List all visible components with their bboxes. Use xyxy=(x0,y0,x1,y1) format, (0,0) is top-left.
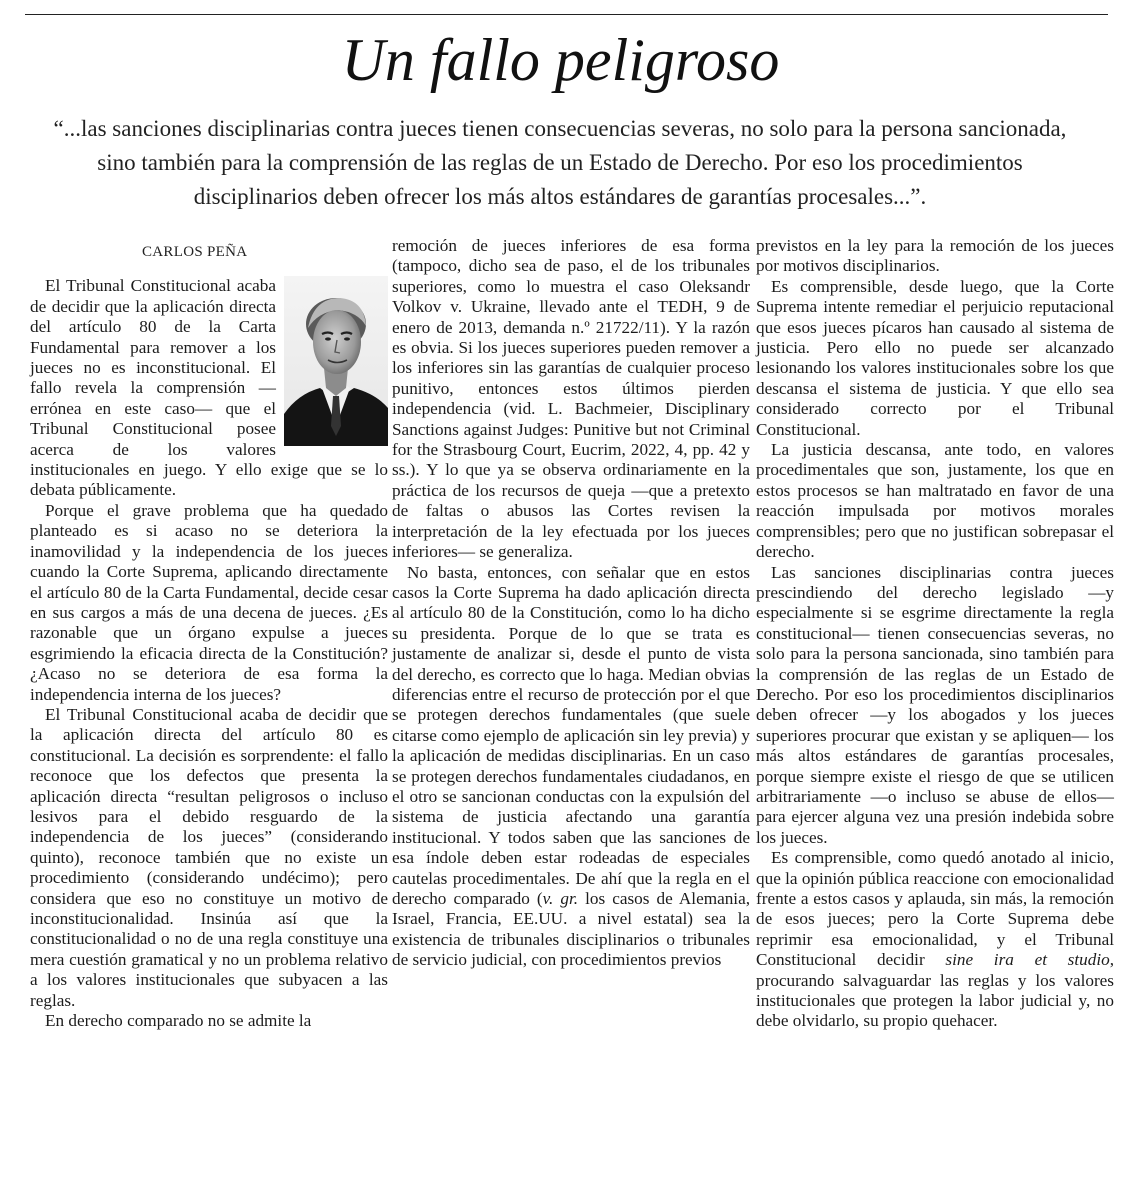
col2-p2-italic: v. gr. xyxy=(542,889,579,908)
col3-paragraph-2: Es comprensible, desde luego, que la Corte Suprema intente remediar el perjuicio reputacional que esos jueces pícaros han causado al sistema de justicia. Pero ello no puede ser alcanzado lesionando los valores institucionales sobre los que descansa el sistema de justicia. Y que ello sea considerado correcto por el Tribunal Constitucional. xyxy=(756,276,1114,439)
col1-paragraph-3: El Tribunal Constitucional acaba de decidir que la aplicación directa del artículo 80 es constitucional. La decisión es sorprendente: el fallo reconoce que los defectos que presenta la aplicación directa “resultan peligrosos o incluso lesivos para el debido resguardo de la independencia de los jueces” (considerando quinto), reconoce también que no existe un procedimiento (considerando undécimo); pero considera que eso no constituye un motivo de inconstitucionalidad. Insinúa así que la constitucionalidad o no de una regla constituye una mera cuestión gramatical y no un problema relativo a los valores institucionales que subyacen a las reglas. xyxy=(30,704,388,1010)
col3-p5-text: Es comprensible, como quedó anotado al inicio, que la opinión pública reaccione con emocionalidad frente a estos casos y aplauda, sin más, la remoción de esos jueces; pero la Corte Suprema debe reprimir esa emocionalidad, y el Tribunal Constitucional decidir xyxy=(756,848,1114,970)
byline: CARLOS PEÑA xyxy=(142,244,248,260)
top-rule xyxy=(25,14,1108,15)
col2-p2-end: los casos de Alemania, Israel, Francia, EE.UU. a nivel estatal) sea la existencia de tribunales disciplinarios o tribunales de servicio judicial, con procedimientos previos xyxy=(392,889,751,970)
author-photo xyxy=(284,276,388,446)
column-2 xyxy=(392,236,750,971)
headline: Un fallo peligroso xyxy=(341,27,780,93)
col1-paragraph-1: El Tribunal Constitucional acaba de decidir que la aplicación directa del artículo 80 de la Carta Fundamental para remover a los jueces no es inconstitucional. El fallo revela la comprensión —errónea en este caso— que el Tribunal Constitucional posee acerca de los valores institucionales en juego. Y ello exige que se lo debata públicamente. xyxy=(30,276,388,500)
col2-paragraph-2 xyxy=(392,563,750,971)
column-3 xyxy=(756,236,1114,1032)
col2-paragraph-1: remoción de jueces inferiores de esa forma (tampoco, dicho sea de paso, el de los tribunales superiores, como lo muestra el caso Oleksandr Volkov v. Ukraine, llevado ante el TEDH, 9 de enero de 2013, demanda n.º 21722/11). Y la razón es obvia. Si los jueces superiores pueden remover a los inferiores sin las garantías de cualquier proceso punitivo, entonces estos últimos pierden independencia (vid. L. Bachmeier, Disciplinary Sanctions against Judges: Punitive but not Criminal for the Strasbourg Court, Eucrim, 2022, 4, pp. 42 y ss.). Y lo que ya se observa ordinariamente en la práctica de los recursos de queja —que a pretexto de faltas o abusos las Cortes revisen la interpretación de la ley efectuada por los jueces inferiores— se generaliza. xyxy=(392,236,750,562)
col3-paragraph-5 xyxy=(756,848,1114,1032)
col1-paragraph-2: Porque el grave problema que ha quedado planteado es si acaso no se deteriora la inamovilidad y la independencia de los jueces cuando la Corte Suprema, aplicando directamente el artículo 80 de la Carta Fundamental, decide cesar en sus cargos a más de una decena de jueces. ¿Es razonable que un órgano expulse a jueces esgrimiendo la eficacia directa de la Constitución? ¿Acaso no se deteriora de esa forma la independencia interna de los jueces? xyxy=(30,500,388,704)
col2-p2-text: No basta, entonces, con señalar que en estos casos la Corte Suprema ha dado aplicación directa al artículo 80 de la Constitución, como lo ha dicho su presidenta. Porque de lo que se trata es justamente de analizar si, desde el punto de vista del derecho, es correcto que lo haga. Median obvias diferencias entre el recurso de protección por el que se protegen derechos fundamentales (que suele citarse como ejemplo de aplicación sin ley previa) y la aplicación de medidas disciplinarias. En un caso se protegen derechos fundamentales ciudadanos, en el otro se sancionan conductas con la expulsión del sistema de justicia afectando una garantía institucional. Y todos saben que las sanciones de esa índole deben estar rodeadas de especiales cautelas procedimentales. De ahí que la regla en el derecho comparado ( xyxy=(392,562,750,908)
col3-paragraph-1: previstos en la ley para la remoción de los jueces por motivos disciplinarios. xyxy=(756,236,1114,276)
column-1 xyxy=(30,236,388,1031)
col3-paragraph-4: Las sanciones disciplinarias contra jueces prescindiendo del derecho legislado —y especialmente si se esgrime directamente la regla constitucional— tienen consecuencias severas, no solo para la persona sancionada, sino también para la comprensión de las reglas de un Estado de Derecho. Por eso los procedimientos disciplinarios deben ofrecer —y los abogados y los jueces superiores procurar que existan y se apliquen— los más altos estándares de garantías procesales, porque siempre existe el riesgo de que se utilicen arbitrariamente —o incluso se abuse de ellos— para ejercer alguna vez una presión indebida sobre los jueces. xyxy=(756,562,1114,847)
col3-paragraph-3: La justicia descansa, ante todo, en valores procedimentales que son, justamente, los que en estos procesos se han maltratado en favor de una reacción impulsada por motivos morales comprensibles; pero que no justifican sobrepasar el derecho. xyxy=(756,440,1114,562)
pull-quote: “...las sanciones disciplinarias contra jueces tienen consecuencias severas, no solo para la persona sancionada, sino también para la comprensión de las reglas de un Estado de Derecho. Por eso los procedimientos disciplinarios deben ofrecer los más altos estándares de garantías procesales...”. xyxy=(53,116,1067,209)
col3-p5-end: , procurando salvaguardar las reglas y los valores institucionales que protegen la labor judicial y, no debe olvidarlo, su propio quehacer. xyxy=(756,950,1114,1031)
col3-p5-italic: sine ira et studio xyxy=(945,950,1110,970)
col1-paragraph-4: En derecho comparado no se admite la xyxy=(45,1011,312,1031)
